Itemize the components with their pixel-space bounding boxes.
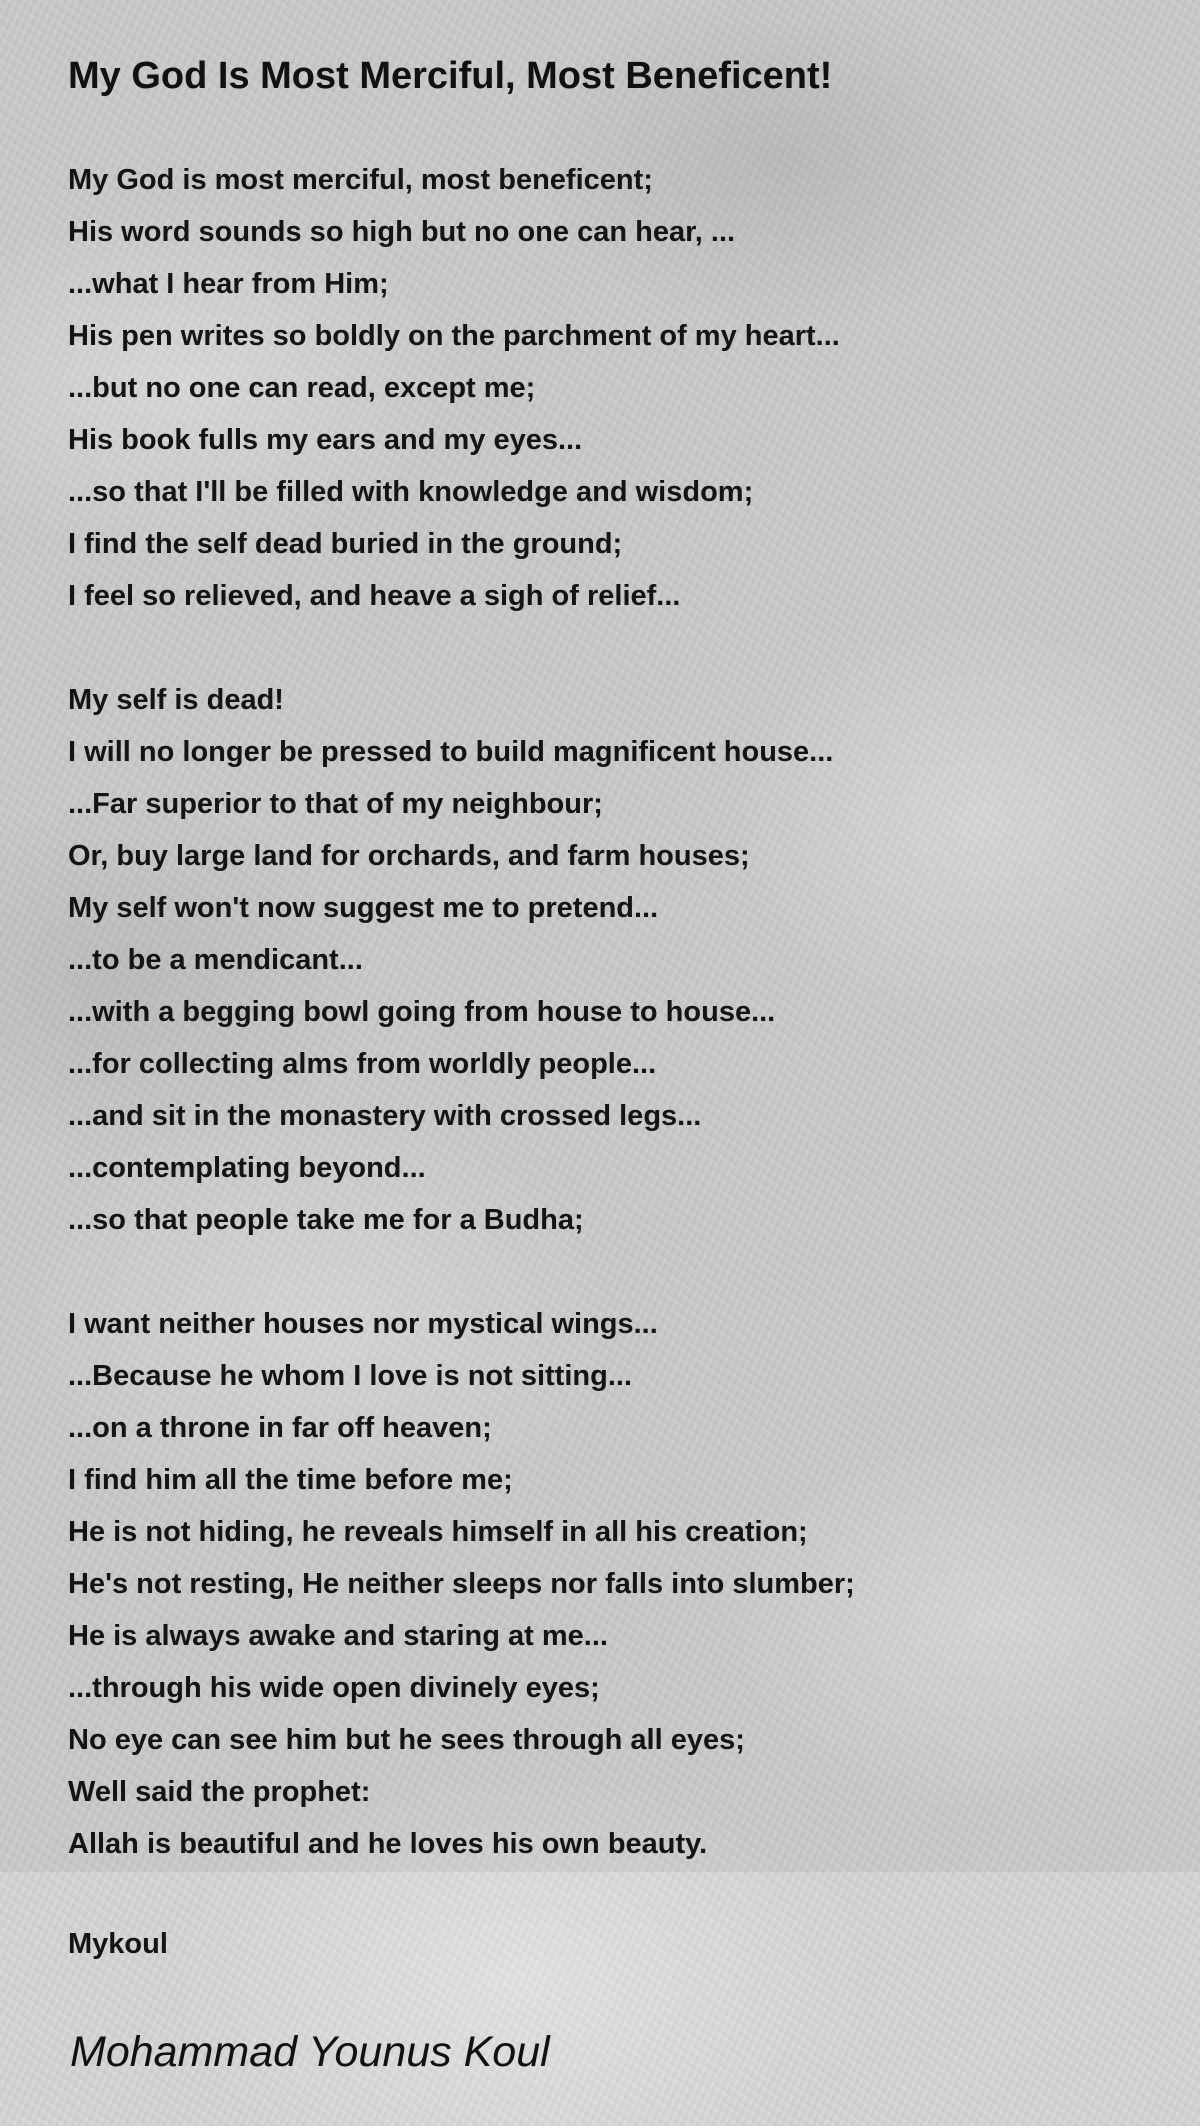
poem-line: ...so that I'll be filled with knowledge and wisdom; xyxy=(68,476,754,508)
poem-line: ...Because he whom I love is not sitting... xyxy=(68,1360,632,1392)
stanza-3 xyxy=(68,1298,855,1870)
poem-author: Mohammad Younus Koul xyxy=(70,2028,550,2076)
poem-line: ...through his wide open divinely eyes; xyxy=(68,1672,600,1704)
poem-line: His book fulls my ears and my eyes... xyxy=(68,424,583,456)
poem-line: ...to be a mendicant... xyxy=(68,944,363,976)
stanza-1 xyxy=(68,154,840,622)
poem-line: His word sounds so high but no one can hear, ... xyxy=(68,216,736,248)
poem-line: My self is dead! xyxy=(68,684,284,716)
stanza-2 xyxy=(68,674,833,1246)
poem-line: I will no longer be pressed to build magnificent house... xyxy=(68,736,834,768)
poem-line: ...with a begging bowl going from house to house... xyxy=(68,996,776,1028)
poem-line: I find him all the time before me; xyxy=(68,1464,513,1496)
poem-line: ...so that people take me for a Budha; xyxy=(68,1204,584,1236)
poem-line: He is always awake and staring at me... xyxy=(68,1620,608,1652)
poem-line: No eye can see him but he sees through all eyes; xyxy=(68,1724,745,1756)
poem-signoff: Mykoul xyxy=(68,1928,168,1960)
poem-line: ...on a throne in far off heaven; xyxy=(68,1412,492,1444)
poem-line: ...contemplating beyond... xyxy=(68,1152,426,1184)
poem-line: ...for collecting alms from worldly people... xyxy=(68,1048,657,1080)
poem-line: ...what I hear from Him; xyxy=(68,268,389,300)
poem-line: Well said the prophet: xyxy=(68,1776,371,1808)
poem-line: I find the self dead buried in the ground; xyxy=(68,528,623,560)
poem-line: ...but no one can read, except me; xyxy=(68,372,536,404)
poem-line: Allah is beautiful and he loves his own beauty. xyxy=(68,1828,708,1860)
poem-title: My God Is Most Merciful, Most Beneficent! xyxy=(68,55,833,97)
poem-line: Or, buy large land for orchards, and farm houses; xyxy=(68,840,750,872)
poem-line: ...Far superior to that of my neighbour; xyxy=(68,788,603,820)
poem-line: His pen writes so boldly on the parchment of my heart... xyxy=(68,320,840,352)
poem-line: I want neither houses nor mystical wings... xyxy=(68,1308,658,1340)
poem-line: He is not hiding, he reveals himself in all his creation; xyxy=(68,1516,808,1548)
poem-line: He's not resting, He neither sleeps nor falls into slumber; xyxy=(68,1568,855,1600)
poem-line: ...and sit in the monastery with crossed legs... xyxy=(68,1100,702,1132)
poem-line: My God is most merciful, most beneficent; xyxy=(68,164,653,196)
poem-line: I feel so relieved, and heave a sigh of relief... xyxy=(68,580,681,612)
poem-line: My self won't now suggest me to pretend... xyxy=(68,892,659,924)
